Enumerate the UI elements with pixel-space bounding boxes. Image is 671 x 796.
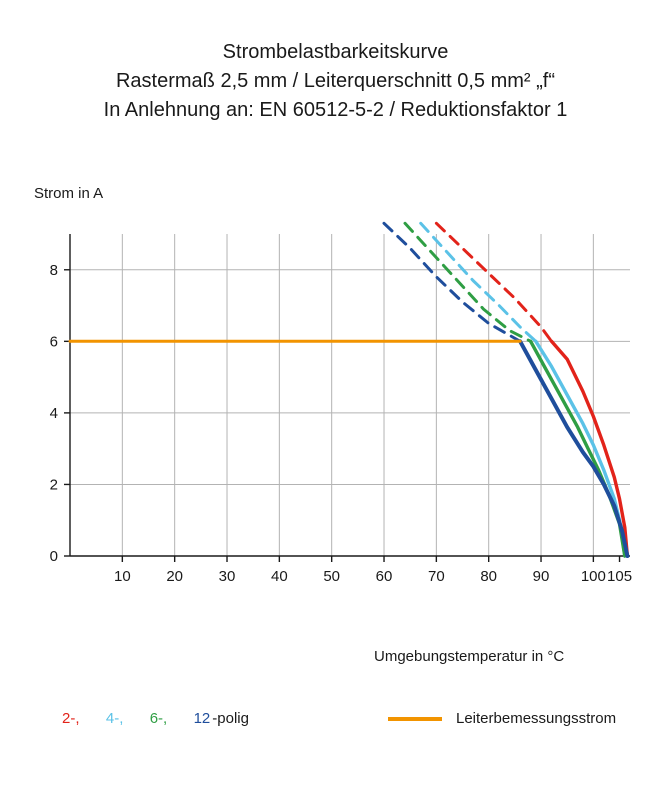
y-axis-tick-label: 2 bbox=[49, 476, 58, 494]
legend-series-suffix: -polig bbox=[212, 710, 249, 727]
x-axis-tick-label: 50 bbox=[323, 568, 341, 585]
y-axis-tick-label: 6 bbox=[49, 333, 58, 351]
chart-legend bbox=[0, 710, 671, 740]
legend-item-4polig: 4-, bbox=[105, 710, 124, 727]
title-line-3: In Anlehnung an: EN 60512-5-2 / Reduktionsfaktor 1 bbox=[103, 99, 568, 121]
legend-series-group bbox=[62, 710, 251, 727]
x-axis-tick-label: 40 bbox=[271, 568, 288, 585]
x-axis-tick-label: 90 bbox=[532, 568, 550, 585]
y-axis-tick-label: 8 bbox=[49, 261, 58, 279]
legend-rated-current-label: Leiterbemessungsstrom bbox=[456, 710, 617, 727]
x-axis-tick-label: 70 bbox=[428, 568, 445, 585]
x-axis-tick-label: 30 bbox=[218, 568, 236, 585]
legend-swatch-rated-current bbox=[388, 717, 442, 721]
x-axis-label: Umgebungstemperatur in °C bbox=[374, 648, 565, 665]
chart-title-block bbox=[0, 38, 671, 125]
chart-svg bbox=[49, 228, 642, 600]
x-axis-tick-label: 100 bbox=[580, 568, 606, 585]
y-axis-label: Strom in A bbox=[34, 185, 104, 202]
x-axis-tick-label: 10 bbox=[113, 568, 131, 585]
y-axis-tick-label: 4 bbox=[49, 404, 58, 422]
chart-plot-area bbox=[49, 228, 642, 600]
series-line-2-polig-extrapoliert bbox=[436, 223, 551, 341]
title-line-1: Strombelastbarkeitskurve bbox=[222, 41, 449, 63]
x-axis-tick-label: 20 bbox=[166, 568, 184, 585]
legend-item-12polig: 12 bbox=[193, 710, 211, 727]
x-axis-tick-label: 105 bbox=[607, 568, 633, 585]
x-axis-tick-label: 80 bbox=[480, 568, 498, 585]
series-line-6-polig-extrapoliert bbox=[405, 223, 531, 341]
title-line-2: Rastermaß 2,5 mm / Leiterquerschnitt 0,5 mm² „f“ bbox=[115, 70, 555, 92]
series-line-6-polig bbox=[531, 341, 625, 556]
x-axis-tick-label: 60 bbox=[375, 568, 393, 585]
y-axis-tick-label: 0 bbox=[49, 548, 58, 565]
legend-item-6polig: 6-, bbox=[149, 710, 168, 727]
legend-rated-current bbox=[388, 710, 616, 727]
series-line-4-polig-extrapoliert bbox=[421, 223, 536, 341]
legend-item-2polig: 2-, bbox=[62, 710, 80, 727]
